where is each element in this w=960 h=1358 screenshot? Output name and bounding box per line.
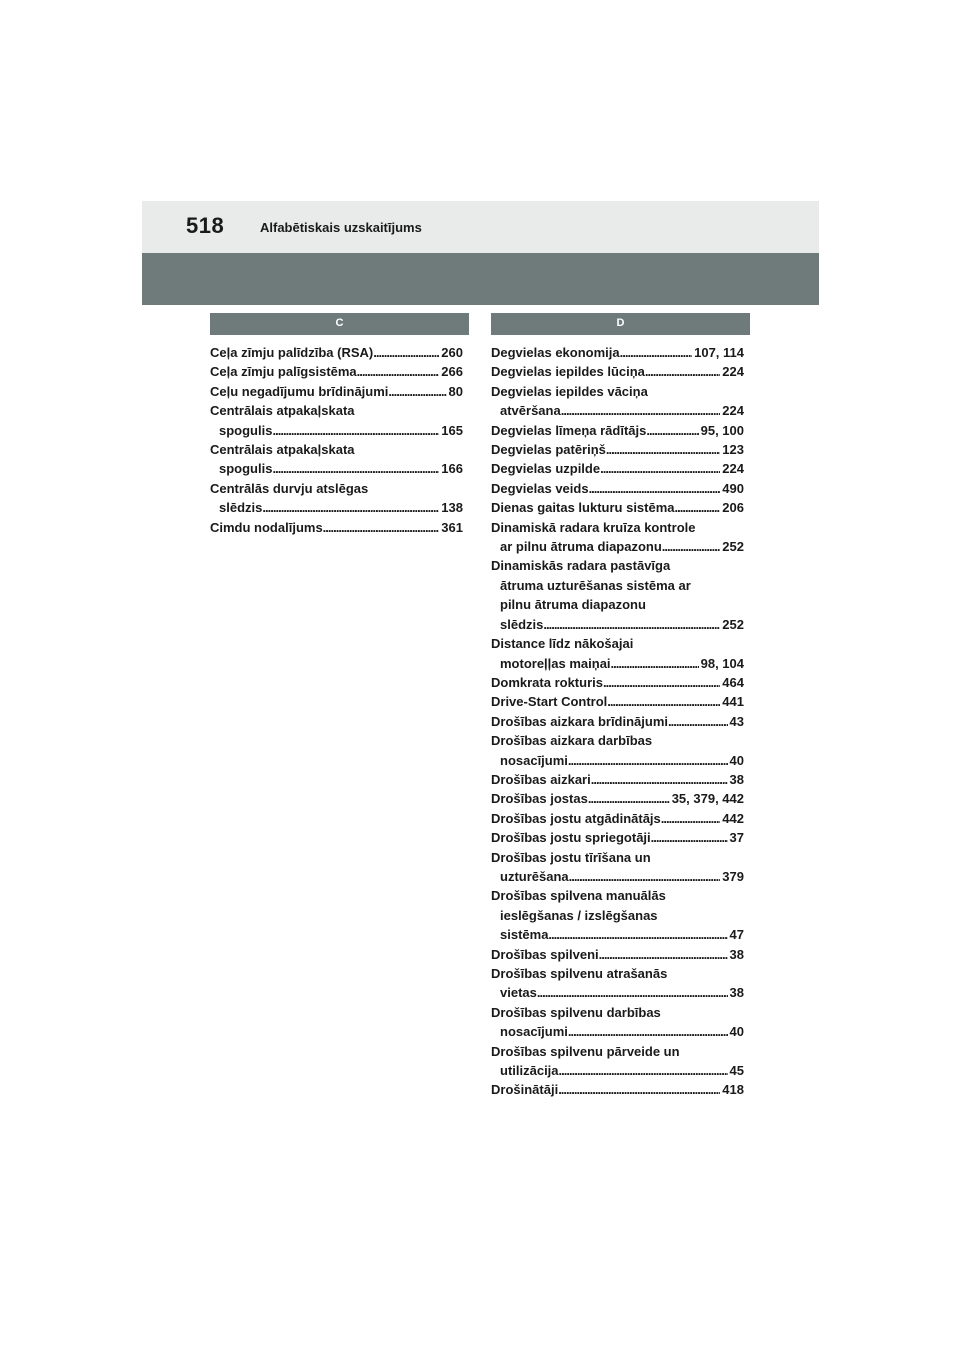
dot-leader [558, 1080, 720, 1099]
index-entry[interactable] [491, 848, 744, 887]
page-reference[interactable]: 418 [722, 1082, 744, 1098]
index-entry-line [491, 498, 744, 517]
dot-leader [662, 537, 721, 556]
page-reference[interactable]: 38 [729, 985, 744, 1001]
page-reference[interactable]: 260 [441, 345, 463, 360]
index-term-text: Dinamiskā radara kruīza kontrole [491, 519, 696, 535]
index-entry-line [491, 634, 744, 653]
index-entry-line [210, 459, 463, 478]
index-term-text: Drošības spilvenu darbības [491, 1004, 661, 1020]
dot-leader [537, 983, 728, 1002]
page-reference[interactable]: 379 [722, 868, 744, 884]
index-entry-line [210, 401, 463, 420]
index-entry-line [491, 518, 744, 537]
index-term-text: sistēma [500, 927, 549, 943]
index-entry-line [210, 479, 463, 498]
page-reference[interactable]: 441 [722, 694, 744, 710]
index-entry-line [491, 692, 744, 711]
page-reference[interactable]: 206 [722, 500, 744, 516]
dot-leader [611, 654, 699, 673]
index-term-text: Ceļa zīmju palīdzība (RSA) [210, 345, 374, 360]
dot-leader [661, 809, 721, 828]
index-term-text: Domkrata rokturis [491, 674, 603, 690]
index-entry-line [491, 1080, 744, 1099]
index-entry-line [491, 770, 744, 789]
index-entry[interactable] [491, 731, 744, 770]
index-entry-line [491, 595, 744, 614]
page-reference[interactable]: 35, 379, 442 [671, 791, 744, 807]
index-entry[interactable] [491, 809, 744, 828]
index-term-text: Cimdu nodalījums [210, 519, 323, 535]
index-entry[interactable] [491, 479, 744, 498]
index-term-text: Drošības jostu spriegotāji [491, 830, 651, 846]
dot-leader [272, 459, 439, 478]
page-reference[interactable]: 95, 100 [700, 422, 744, 438]
page-number: 518 [186, 213, 225, 238]
index-term-text: motoreļļas maiņai [500, 655, 611, 671]
page-reference[interactable]: 442 [722, 810, 744, 826]
dot-leader [323, 518, 440, 537]
index-term-text: Centrālais atpakaļskata [210, 403, 355, 419]
index-term-text: Dienas gaitas lukturu sistēma [491, 500, 675, 516]
dot-leader [568, 751, 728, 770]
index-entry-line [491, 867, 744, 886]
index-column-d [491, 343, 744, 1100]
page-reference[interactable]: 165 [441, 422, 463, 438]
dot-leader [591, 770, 728, 789]
index-entry[interactable] [491, 440, 744, 459]
dot-leader [589, 479, 721, 498]
index-term-text: Drošinātāji [491, 1082, 559, 1098]
index-entry[interactable] [210, 382, 463, 401]
dot-leader [646, 421, 698, 440]
index-entry-line [491, 654, 744, 673]
dot-leader [675, 498, 721, 517]
index-term-text: nosacījumi [500, 752, 568, 768]
page-reference[interactable]: 224 [722, 461, 744, 477]
index-entry[interactable] [491, 382, 744, 421]
page-reference[interactable]: 490 [722, 480, 744, 496]
index-entry-line [491, 459, 744, 478]
index-entry-line [491, 401, 744, 420]
index-entry-line [491, 983, 744, 1002]
index-entry-line [491, 886, 744, 905]
index-term-text: Drošības jostu tīrīšana un [491, 849, 651, 865]
index-entry[interactable] [491, 459, 744, 478]
index-term-text: spogulis [219, 422, 273, 438]
dot-leader [645, 362, 720, 381]
page-reference[interactable]: 123 [722, 442, 744, 458]
header-divider-bar [142, 253, 819, 305]
index-term-text: Ceļu negadījumu brīdinājumi [210, 383, 389, 399]
dot-leader [600, 459, 720, 478]
dot-leader [607, 692, 720, 711]
index-entry-line [491, 537, 744, 556]
page-reference[interactable]: 40 [729, 1024, 744, 1040]
index-entry[interactable] [491, 421, 744, 440]
index-entry[interactable] [491, 1003, 744, 1042]
dot-leader [668, 712, 728, 731]
index-term-text: ieslēgšanas / izslēgšanas [500, 907, 658, 923]
index-entry-line [210, 440, 463, 459]
index-entry-line [491, 809, 744, 828]
index-entry[interactable] [491, 964, 744, 1003]
dot-leader [603, 673, 720, 692]
page-reference[interactable]: 224 [722, 364, 744, 380]
index-entry[interactable] [491, 828, 744, 847]
index-entry-line [210, 382, 463, 401]
index-entry[interactable] [210, 343, 463, 362]
index-entry-line [491, 1042, 744, 1061]
index-entry-line [491, 712, 744, 731]
index-term-text: Drošības jostas [491, 791, 588, 807]
index-term-text: ar pilnu ātruma diapazonu [500, 539, 662, 555]
dot-leader [357, 362, 440, 381]
index-entry-line [491, 556, 744, 575]
dot-leader [388, 382, 446, 401]
dot-leader [620, 343, 692, 362]
index-entry-line [491, 440, 744, 459]
index-term-text: atvēršana [500, 403, 561, 419]
page-reference[interactable]: 361 [441, 519, 463, 535]
index-term-text: Distance līdz nākošajai [491, 636, 634, 652]
index-term-text: Drošības aizkara brīdinājumi [491, 713, 669, 729]
index-entry[interactable] [491, 556, 744, 634]
index-term-text: Drošības aizkari [491, 771, 591, 787]
index-term-text: Drošības aizkara darbības [491, 733, 653, 749]
index-entry-line [491, 828, 744, 847]
index-term-text: Centrālais atpakaļskata [210, 442, 355, 458]
index-entry[interactable] [491, 362, 744, 381]
index-entry-line [491, 362, 744, 381]
index-entry[interactable] [491, 498, 744, 517]
index-entry[interactable] [210, 362, 463, 381]
dot-leader [651, 828, 728, 847]
dot-leader [568, 1022, 728, 1041]
index-entry[interactable] [491, 634, 744, 673]
index-entry[interactable] [491, 886, 744, 944]
index-term-text: Degvielas iepildes vāciņa [491, 383, 648, 399]
index-entry-line [491, 789, 744, 808]
index-entry-line [210, 518, 463, 537]
dot-leader [599, 945, 728, 964]
page-header-band [142, 201, 819, 253]
page-reference[interactable]: 45 [729, 1063, 744, 1079]
letter-heading-c: C [210, 313, 469, 335]
letter-heading-d: D [491, 313, 750, 335]
index-entry[interactable] [491, 712, 744, 731]
dot-leader [543, 615, 720, 634]
index-term-text: Centrālās durvju atslēgas [210, 480, 369, 496]
index-term-text: Degvielas ekonomija [491, 345, 620, 360]
index-column-c [210, 343, 463, 537]
index-entry[interactable] [491, 1080, 744, 1099]
index-entry[interactable] [491, 692, 744, 711]
index-term-text: pilnu ātruma diapazonu [500, 597, 646, 613]
index-term-text: Drošības spilvenu atrašanās [491, 966, 668, 981]
index-term-text: Degvielas veids [491, 480, 589, 496]
dot-leader [373, 343, 439, 362]
page-reference[interactable]: 252 [722, 539, 744, 555]
index-entry-line [491, 731, 744, 750]
page-reference[interactable]: 43 [729, 713, 744, 729]
index-term-text: spogulis [219, 461, 273, 477]
index-entry-line [491, 906, 744, 925]
index-term-text: nosacījumi [500, 1024, 568, 1040]
index-entry[interactable] [491, 770, 744, 789]
dot-leader [559, 1061, 728, 1080]
page-reference[interactable]: 224 [722, 403, 744, 419]
index-entry-line [491, 576, 744, 595]
index-entry-line [491, 343, 744, 362]
index-entry-line [491, 945, 744, 964]
dot-leader [606, 440, 720, 459]
index-term-text: slēdzis [219, 500, 263, 516]
index-entry-line [491, 1061, 744, 1080]
index-entry-line [491, 964, 744, 983]
page-reference[interactable]: 47 [729, 927, 744, 943]
index-term-text: utilizācija [500, 1063, 559, 1079]
index-entry-line [210, 343, 463, 362]
page-reference[interactable]: 38 [729, 771, 744, 787]
index-entry-line [491, 1003, 744, 1022]
index-entry-line [491, 382, 744, 401]
index-term-text: Drošības spilvenu pārveide un [491, 1043, 680, 1059]
index-entry-line [210, 362, 463, 381]
index-term-text: Drošības spilvena manuālās [491, 888, 666, 904]
page-reference[interactable]: 464 [722, 674, 744, 690]
index-entry-line [210, 421, 463, 440]
index-term-text: Degvielas līmeņa rādītājs [491, 422, 647, 438]
index-entry-line [491, 615, 744, 634]
index-entry-line [491, 848, 744, 867]
index-entry[interactable] [491, 1042, 744, 1081]
index-term-text: Drive-Start Control [491, 694, 608, 710]
index-entry-line [491, 479, 744, 498]
index-entry-line [491, 673, 744, 692]
page-reference[interactable]: 37 [729, 830, 744, 846]
index-term-text: Ceļa zīmju palīgsistēma [210, 364, 357, 380]
index-term-text: Degvielas iepildes lūciņa [491, 364, 645, 380]
index-entry-line [491, 925, 744, 944]
dot-leader [569, 867, 721, 886]
page-reference[interactable]: 138 [441, 500, 463, 516]
page-reference[interactable]: 252 [722, 616, 744, 632]
index-entry[interactable] [491, 945, 744, 964]
index-term-text: ātruma uzturēšanas sistēma ar [500, 577, 691, 593]
index-entry[interactable] [491, 343, 744, 362]
page-reference[interactable]: 98, 104 [700, 655, 744, 671]
index-entry[interactable] [210, 401, 463, 440]
dot-leader [548, 925, 727, 944]
dot-leader [561, 401, 721, 420]
index-entry[interactable] [210, 440, 463, 479]
index-entry-line [491, 421, 744, 440]
dot-leader [262, 498, 439, 517]
index-term-text: slēdzis [500, 616, 544, 632]
index-entry-line [210, 498, 463, 517]
page-reference[interactable]: 166 [441, 461, 463, 477]
page-reference[interactable]: 40 [729, 752, 744, 768]
index-entry[interactable] [491, 518, 744, 557]
page-reference[interactable]: 80 [448, 383, 463, 399]
page-reference[interactable]: 107, 114 [694, 345, 744, 360]
page-reference[interactable]: 266 [441, 364, 463, 380]
page-reference[interactable]: 38 [729, 946, 744, 962]
section-title: Alfabētiskais uzskaitījums [260, 220, 422, 235]
index-entry[interactable] [210, 518, 463, 537]
index-entry-line [491, 751, 744, 770]
index-entry[interactable] [210, 479, 463, 518]
dot-leader [272, 421, 439, 440]
index-term-text: uzturēšana [500, 868, 569, 884]
dot-leader [588, 789, 670, 808]
index-entry-line [491, 1022, 744, 1041]
index-term-text: Drošības jostu atgādinātājs [491, 810, 661, 826]
index-entry[interactable] [491, 789, 744, 808]
index-term-text: Dinamiskās radara pastāvīga [491, 558, 671, 574]
index-term-text: Degvielas patēriņš [491, 442, 606, 458]
index-term-text: vietas [500, 985, 537, 1001]
index-term-text: Degvielas uzpilde [491, 461, 601, 477]
index-entry[interactable] [491, 673, 744, 692]
index-term-text: Drošības spilveni [491, 946, 599, 962]
